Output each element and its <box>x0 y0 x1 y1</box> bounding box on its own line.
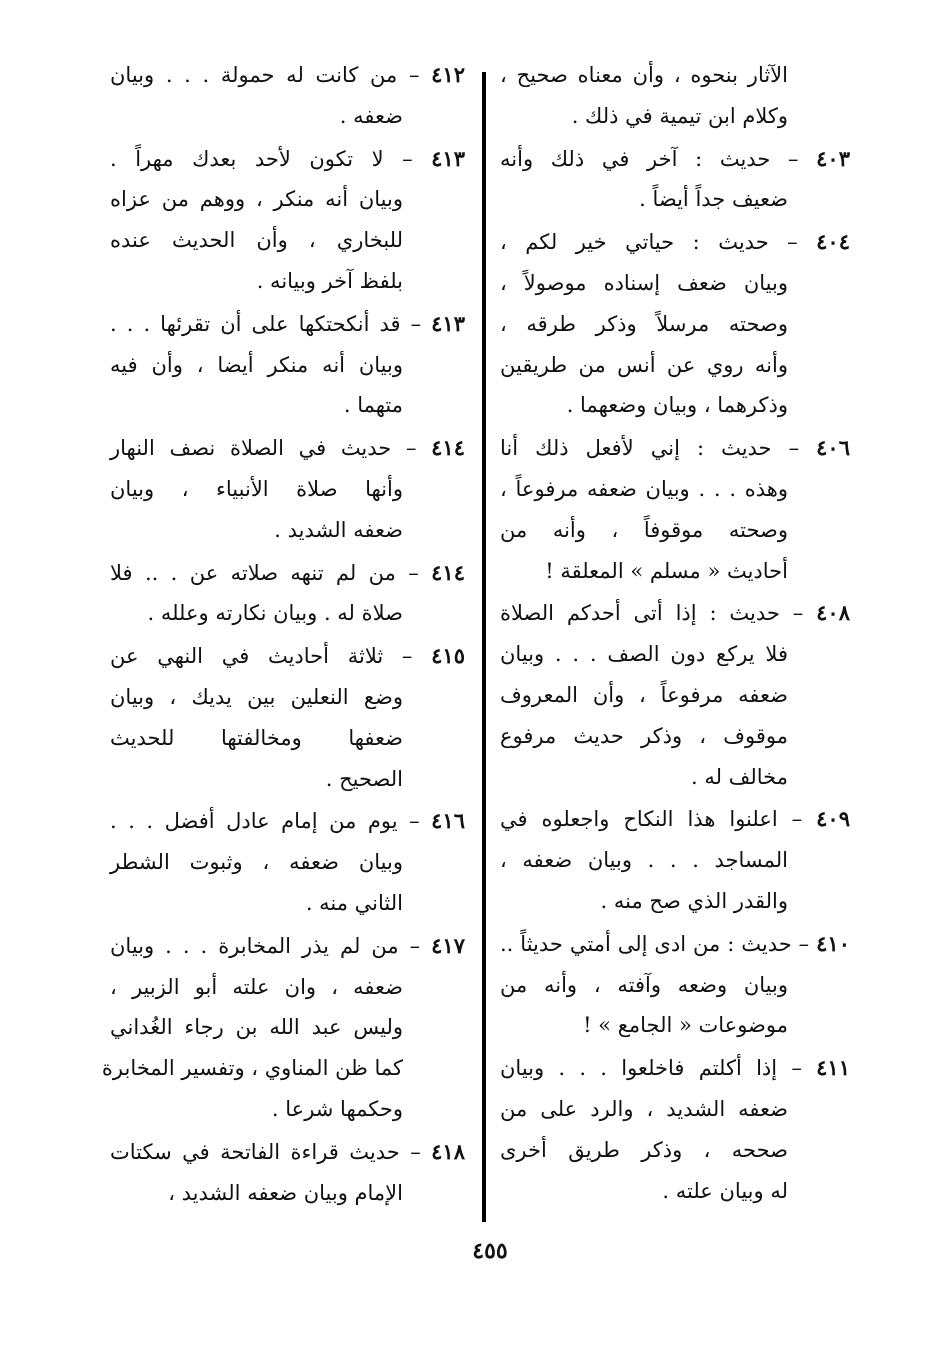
entry-number: ٤٠٣ <box>816 145 850 171</box>
column-divider <box>482 72 486 1222</box>
index-entry <box>500 1048 850 1211</box>
entry-number: ٤١٧ <box>431 932 465 958</box>
entry-line <box>500 634 850 675</box>
entry-line: ٤٠٣ – حديث : آخر في ذلك وأنه <box>500 145 850 171</box>
entry-text: الإمام وبيان ضعفه الشديد ، <box>168 1180 403 1205</box>
entry-text: متهما . <box>343 393 403 418</box>
entry-line <box>500 304 850 345</box>
entry-number: ٤٠٨ <box>816 600 850 626</box>
entry-text: الصحيح . <box>325 766 403 791</box>
entry-line <box>500 55 850 96</box>
index-entry <box>500 799 850 921</box>
entry-line <box>110 345 465 386</box>
entry-line <box>110 385 465 426</box>
entry-line <box>500 840 850 881</box>
entry-text: ضعفها ومخالفتها للحديث <box>110 725 403 750</box>
entry-line <box>500 716 850 757</box>
entry-line: ٤١٠ – حديث : من ادى إلى أمتي حديثاً .. <box>500 930 850 956</box>
entry-text: وبيان أنه منكر ، ووهم من عزاه <box>110 187 403 212</box>
entry-line <box>110 96 465 137</box>
entry-number: ٤١٣ <box>431 310 465 336</box>
entry-line <box>110 1173 465 1214</box>
entry-line <box>110 842 465 883</box>
index-entry <box>500 139 850 221</box>
index-entry <box>110 304 465 426</box>
entry-text: يوم من إمام عادل أفضل . . . <box>110 809 398 834</box>
entry-line <box>110 718 465 759</box>
entry-line <box>500 965 850 1006</box>
entry-line <box>110 883 465 924</box>
entry-text: موضوعات « الجامع » ! <box>583 1013 788 1038</box>
entry-line <box>500 385 850 426</box>
entry-text: حديث قراءة الفاتحة في سكتات <box>110 1139 400 1164</box>
entry-text: وبيان وضعه وآفته ، وأنه من <box>500 972 788 997</box>
entry-text: قد أنكحتكها على أن تقرئها . . . <box>110 311 401 336</box>
entry-line: ٤١٤ – من لم تنهه صلاته عن . .. فلا <box>110 559 465 585</box>
entry-text: وبيان ضعف إسناده موصولاً ، <box>500 270 788 295</box>
entry-line <box>500 551 850 592</box>
entry-text: مخالف له . <box>690 764 788 789</box>
entry-text: إذا أكلتم فاخلعوا . . . وبيان <box>500 1056 778 1081</box>
entry-line <box>110 510 465 551</box>
entry-line <box>110 1089 465 1130</box>
entry-line: ٤١١ – إذا أكلتم فاخلعوا . . . وبيان <box>500 1055 850 1081</box>
entry-number: ٤١٥ <box>431 643 465 669</box>
entry-line <box>500 469 850 510</box>
entry-text: حديث : حياتي خير لكم ، <box>500 230 769 255</box>
entry-text: حديث : آخر في ذلك وأنه <box>500 146 771 171</box>
entry-line: ٤١٢ – من كانت له حمولة . . . وبيان <box>110 62 465 87</box>
index-entry <box>500 428 850 591</box>
entry-number: ٤١٢ <box>431 62 465 87</box>
entry-text: ضعفه مرفوعاً ، وأن المعروف <box>500 682 788 707</box>
entry-text: وحكمها شرعا . <box>271 1096 403 1121</box>
entry-text: حديث : إذا أتى أحدكم الصلاة <box>500 601 780 626</box>
entry-line: ٤١٣ – قد أنكحتكها على أن تقرئها . . . <box>110 310 465 336</box>
right-column <box>500 55 850 1213</box>
entry-line: ٤١٨ – حديث قراءة الفاتحة في سكتات <box>110 1138 465 1164</box>
entry-number: ٤١٤ <box>431 435 465 461</box>
entry-text: وصحته موقوفاً ، وأنه من <box>500 517 788 542</box>
entry-text: موقوف ، وذكر حديث مرفوع <box>500 723 788 748</box>
entry-line <box>500 96 850 137</box>
index-entry <box>110 428 465 550</box>
entry-number: ٤٠٩ <box>816 806 850 832</box>
entry-text: فلا يركع دون الصف . . . وبيان <box>500 642 788 667</box>
entry-number: ٤١١ <box>816 1055 850 1081</box>
entry-line <box>110 1007 465 1048</box>
entry-line <box>500 179 850 220</box>
index-entry <box>110 553 465 635</box>
entry-number: ٤١٨ <box>431 1138 465 1164</box>
entry-text: حديث : من ادى إلى أمتي حديثاً .. <box>500 931 792 956</box>
index-entry <box>110 1132 465 1214</box>
entry-text: صلاة له . وبيان نكارته وعلله . <box>147 601 403 626</box>
entry-text: الآثار بنحوه ، وأن معناه صحيح ، <box>500 63 788 87</box>
entry-number: ٤١٦ <box>431 808 465 834</box>
entry-text: ضعفه ، وان علته أبو الزبير ، <box>110 974 403 999</box>
left-column <box>101 55 465 1215</box>
entry-text: ضعيف جداً أيضاً . <box>639 187 788 212</box>
page-number: ٤٥٥ <box>472 1238 508 1264</box>
entry-text: بلفظ آخر وبيانه . <box>256 268 403 293</box>
entry-text: وأنها صلاة الأنبياء ، وبيان <box>110 476 403 501</box>
entry-text: وبيان أنه منكر أيضا ، وأن فيه <box>110 352 403 377</box>
entry-line: ٤١٦ – يوم من إمام عادل أفضل . . . <box>110 808 465 834</box>
entry-text: اعلنوا هذا النكاح واجعلوه في <box>500 807 778 832</box>
entry-number: ٤١٤ <box>431 559 465 585</box>
entry-text: وكلام ابن تيمية في ذلك . <box>571 103 788 128</box>
entry-text: لا تكون لأحد بعدك مهراً . <box>110 146 384 171</box>
entry-line: ٤٠٩ – اعلنوا هذا النكاح واجعلوه في <box>500 806 850 832</box>
entry-text: ضعفه الشديد ، والرد على من <box>500 1096 788 1121</box>
entry-text: حديث في الصلاة نصف النهار <box>110 436 392 461</box>
entry-line <box>500 345 850 386</box>
index-entry <box>500 55 850 137</box>
entry-text: من لم يذر المخابرة . . . وبيان <box>110 933 399 958</box>
entry-text: وبيان ضعفه ، وثبوت الشطر <box>110 850 403 875</box>
entry-text: ضعفه الشديد . <box>274 517 403 542</box>
entry-text: وهذه . . . وبيان ضعفه مرفوعاً ، <box>500 476 788 501</box>
entry-text: أحاديث « مسلم » المعلقة ! <box>545 558 788 583</box>
entry-line: ٤١٤ – حديث في الصلاة نصف النهار <box>110 435 465 461</box>
entry-line <box>110 220 465 261</box>
entry-line <box>500 757 850 798</box>
entry-text: للبخاري ، وأن الحديث عنده <box>110 228 403 253</box>
index-entry <box>110 55 465 137</box>
entry-line: ٤١٧ – من لم يذر المخابرة . . . وبيان <box>110 932 465 958</box>
entry-number: ٤١٠ <box>816 930 850 956</box>
index-entry <box>500 924 850 1046</box>
index-entry <box>110 139 465 302</box>
index-entry <box>110 636 465 799</box>
entry-text: الثاني منه . <box>305 890 403 915</box>
index-entry <box>110 801 465 923</box>
entry-line <box>110 261 465 302</box>
entry-line <box>500 1089 850 1130</box>
entry-line: ٤٠٨ – حديث : إذا أتى أحدكم الصلاة <box>500 600 850 626</box>
entry-line <box>500 1005 850 1046</box>
entry-line: ٤١٣ – لا تكون لأحد بعدك مهراً . <box>110 145 465 171</box>
entry-number: ٤١٣ <box>431 145 465 171</box>
entry-text: من كانت له حمولة . . . وبيان <box>110 63 398 87</box>
entry-line <box>500 1171 850 1212</box>
entry-line <box>110 677 465 718</box>
entry-line <box>500 1130 850 1171</box>
entry-line <box>500 510 850 551</box>
entry-text: والقدر الذي صح منه . <box>600 888 788 913</box>
entry-text: من لم تنهه صلاته عن . .. فلا <box>110 560 396 585</box>
entry-text: وصحته مرسلاً وذكر طرقه ، <box>500 311 788 336</box>
entry-line <box>110 179 465 220</box>
entry-text: وضع النعلين بين يديك ، وبيان <box>110 684 403 709</box>
entry-line <box>500 675 850 716</box>
entry-text: صححه ، وذكر طريق أخرى <box>500 1137 788 1162</box>
entry-text: له وبيان علته . <box>662 1178 788 1203</box>
entry-number: ٤٠٦ <box>816 435 850 461</box>
entry-line: ٤٠٤ – حديث : حياتي خير لكم ، <box>500 229 850 255</box>
entry-line: ٤١٥ – ثلاثة أحاديث في النهي عن <box>110 643 465 669</box>
entry-text: المساجد . . . وبيان ضعفه ، <box>500 848 788 873</box>
entry-line <box>101 1048 465 1089</box>
entry-text: وأنه روي عن أنس من طريقين <box>500 352 788 377</box>
index-entry <box>101 926 465 1130</box>
entry-line <box>500 263 850 304</box>
entry-text: ضعفه . <box>339 103 403 128</box>
entry-line <box>110 593 465 634</box>
entry-text: حديث : إني لأفعل ذلك أنا <box>500 436 772 461</box>
entry-text: ثلاثة أحاديث في النهي عن <box>110 644 384 669</box>
index-entry <box>500 593 850 797</box>
entry-line <box>110 759 465 800</box>
entry-number: ٤٠٤ <box>816 229 850 255</box>
entry-line <box>110 469 465 510</box>
entry-text: وذكرهما ، وبيان وضعهما . <box>566 393 788 418</box>
index-entry <box>500 222 850 426</box>
entry-line <box>110 967 465 1008</box>
entry-text: وليس عبد الله بن رجاء الغُداني <box>110 1015 403 1040</box>
entry-text: كما ظن المناوي ، وتفسير المخابرة <box>101 1056 403 1081</box>
entry-line: ٤٠٦ – حديث : إني لأفعل ذلك أنا <box>500 435 850 461</box>
entry-line <box>500 881 850 922</box>
